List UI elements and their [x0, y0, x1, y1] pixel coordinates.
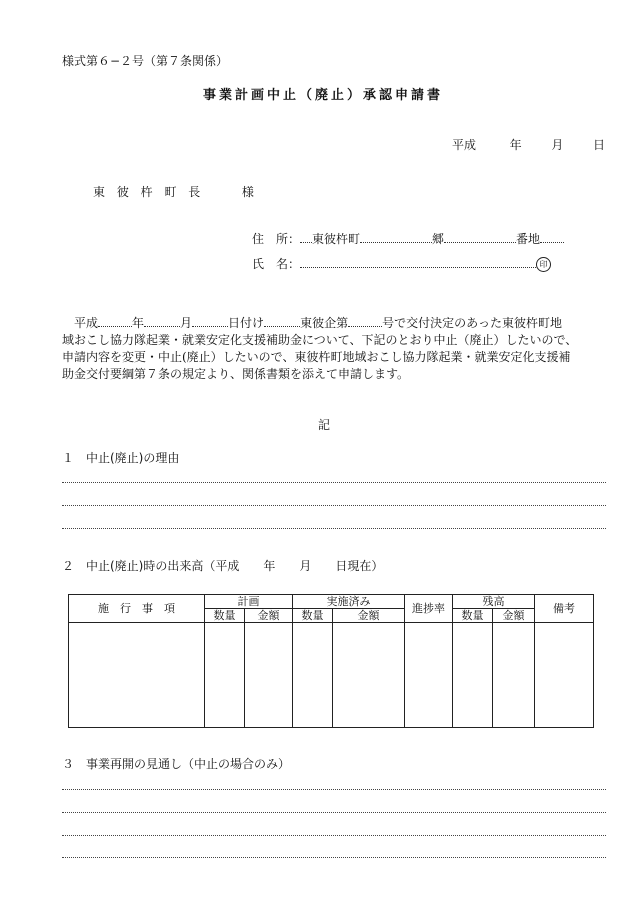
- address-label: 住 所：: [252, 232, 301, 246]
- date-year: 年: [509, 138, 522, 152]
- statement-line-3: 申請内容を変更・中止(廃止）したいので、東彼杵町地域おこし協力隊起業・就業安定化支援補: [62, 350, 571, 364]
- header-plan: 計画: [205, 595, 293, 609]
- reason-line-1[interactable]: [62, 482, 606, 483]
- reason-line-2[interactable]: [62, 505, 606, 506]
- ki-heading: 記: [318, 418, 331, 432]
- table-row: [69, 623, 594, 728]
- remain-amount: 金額: [493, 609, 535, 623]
- outlook-line-4[interactable]: [62, 857, 606, 858]
- header-notes: 備考: [535, 595, 594, 623]
- cell-progress[interactable]: [405, 623, 453, 728]
- statement-line-4: 助金交付要綱第７条の規定より、関係書類を添えて申請します。: [62, 367, 410, 381]
- seal-mark: 印: [536, 257, 551, 272]
- plan-qty: 数量: [205, 609, 245, 623]
- stmt-line1-tail: 号で交付決定のあった東彼杵町地: [382, 316, 562, 330]
- statement-line-2: 域おこし協力隊起業・就業安定化支援補助金について、下記のとおり中止（廃止）したいので、: [62, 333, 578, 347]
- application-statement: [62, 314, 610, 383]
- header-done: 実施済み: [293, 595, 405, 609]
- done-amount: 金額: [333, 609, 405, 623]
- address-banchi-field[interactable]: [444, 230, 516, 243]
- remain-qty: 数量: [453, 609, 493, 623]
- stmt-month: 月: [180, 316, 193, 330]
- stmt-day: 日付け: [228, 316, 265, 330]
- stmt-day-field[interactable]: [192, 314, 228, 327]
- progress-table: [68, 594, 594, 728]
- stmt-number-prefix: 東彼企第: [300, 316, 349, 330]
- date-month: 月: [551, 138, 564, 152]
- section2-heading: ２ 中止(廃止)時の出来高（平成 年 月 日現在）: [62, 559, 384, 573]
- cell-done-qty[interactable]: [293, 623, 333, 728]
- address-banchi: 番地: [516, 232, 541, 246]
- cell-item[interactable]: [69, 623, 205, 728]
- plan-amount: 金額: [245, 609, 293, 623]
- stmt-number-field[interactable]: [348, 314, 382, 327]
- header-item: 施 行 事 項: [69, 595, 205, 623]
- address-row: [252, 230, 564, 247]
- stmt-space-field[interactable]: [264, 314, 300, 327]
- outlook-line-2[interactable]: [62, 812, 606, 813]
- cell-plan-qty[interactable]: [205, 623, 245, 728]
- name-field[interactable]: [300, 255, 536, 268]
- stmt-year-field[interactable]: [98, 314, 132, 327]
- addressee-name: 東 彼 杵 町 長: [93, 185, 205, 199]
- stmt-month-field[interactable]: [144, 314, 180, 327]
- section1-heading: １ 中止(廃止)の理由: [62, 451, 180, 465]
- done-qty: 数量: [293, 609, 333, 623]
- address-go: 郷: [432, 232, 445, 246]
- header-remain: 残高: [453, 595, 535, 609]
- section3-heading: ３ 事業再開の見通し（中止の場合のみ）: [62, 757, 291, 771]
- document-title: 事業計画中止（廃止）承認申請書: [203, 88, 444, 103]
- address-go-field[interactable]: [360, 230, 432, 243]
- stmt-era: 平成: [74, 316, 99, 330]
- name-row: [252, 255, 551, 272]
- stmt-year: 年: [132, 316, 145, 330]
- date-day: 日: [593, 138, 606, 152]
- outlook-line-3[interactable]: [62, 835, 606, 836]
- date-line: [452, 136, 605, 153]
- cell-done-amount[interactable]: [333, 623, 405, 728]
- cell-remain-qty[interactable]: [453, 623, 493, 728]
- addressee-honorific: 様: [241, 185, 258, 199]
- cell-remain-amount[interactable]: [493, 623, 535, 728]
- address-town: 東彼杵町: [312, 232, 361, 246]
- name-label: 氏 名：: [252, 257, 301, 271]
- header-progress: 進捗率: [405, 595, 453, 623]
- cell-plan-amount[interactable]: [245, 623, 293, 728]
- outlook-line-1[interactable]: [62, 789, 606, 790]
- date-era: 平成: [452, 138, 477, 152]
- table-header-row: [69, 595, 594, 609]
- statement-line-1: [62, 314, 610, 332]
- addressee: [93, 183, 258, 200]
- form-number: 様式第６−２号（第７条関係）: [62, 54, 229, 68]
- reason-line-3[interactable]: [62, 528, 606, 529]
- cell-notes[interactable]: [535, 623, 594, 728]
